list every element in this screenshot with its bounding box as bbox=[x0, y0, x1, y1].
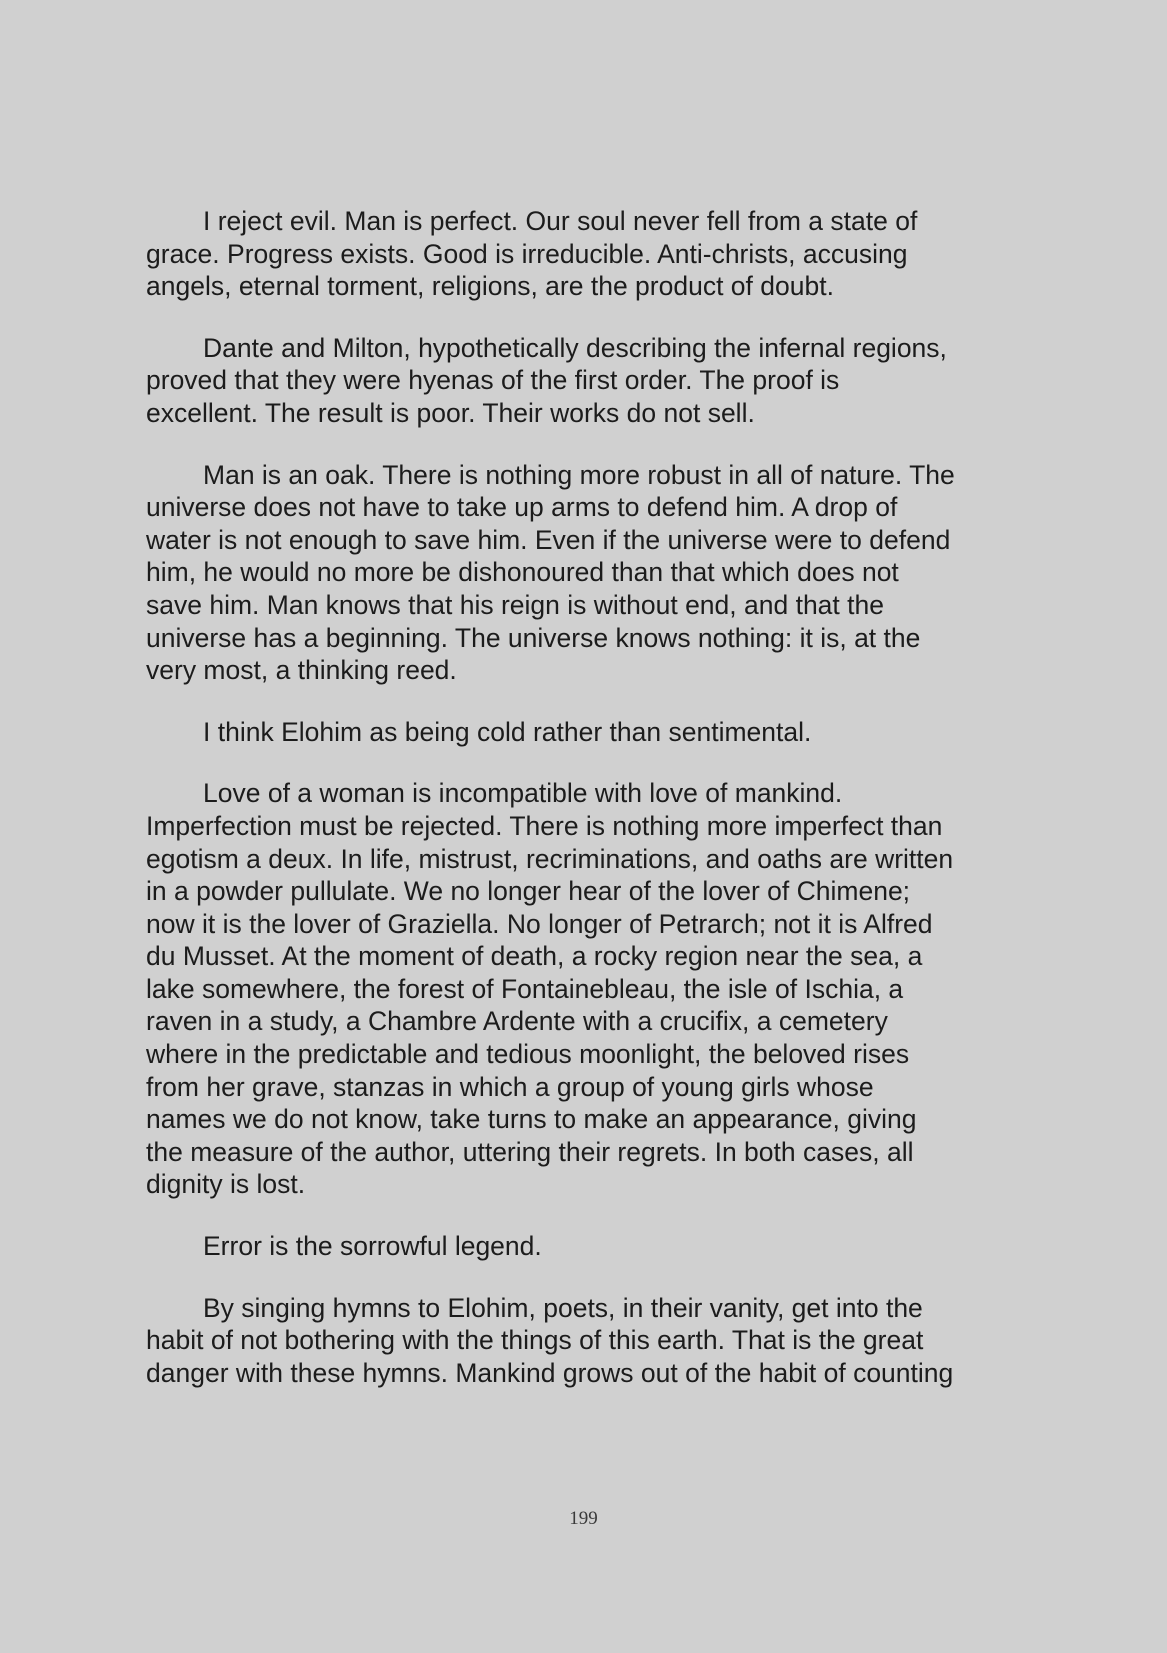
paragraph-1: I reject evil. Man is perfect. Our soul never fell from a state of grace. Progress exists. Good is irreducible. Anti-christs, accusing angels, eternal torment, religions, are the product of doubt. bbox=[146, 206, 918, 302]
paragraph-4: I think Elohim as being cold rather than sentimental. bbox=[203, 716, 812, 747]
paragraph-6: Error is the sorrowful legend. bbox=[203, 1231, 542, 1262]
body-text bbox=[146, 205, 1026, 1389]
paragraph-3: Man is an oak. There is nothing more robust in all of nature. The universe does not have to take up arms to defend him. A drop of water is not enough to save him. Even if the universe were to defend him, he would no more be dishonoured than that which does not save him. Man knows that his reign is without end, and that the universe has a beginning. The universe knows nothing: it is, at the very most, a thinking reed. bbox=[146, 459, 955, 686]
paragraph-7: By singing hymns to Elohim, poets, in their vanity, get into the habit of not bothering with the things of this earth. That is the great danger with these hymns. Mankind grows out of the habit of counting bbox=[146, 1292, 954, 1388]
paragraph-2: Dante and Milton, hypothetically describing the infernal regions, proved that they were hyenas of the first order. The proof is excellent. The result is poor. Their works do not sell. bbox=[146, 332, 947, 428]
paragraph-5: Love of a woman is incompatible with love of mankind. Imperfection must be rejected. There is nothing more imperfect than egotism a deux. In life, mistrust, recriminations, and oaths are written in a powder pullulate. We no longer hear of the lover of Chimene; now it is the lover of Graziella. No longer of Petrarch; not it is Alfred du Musset. At the moment of death, a rocky region near the sea, a lake somewhere, the forest of Fontainebleau, the isle of Ischia, a raven in a study, a Chambre Ardente with a crucifix, a cemetery where in the predictable and tedious moonlight, the beloved rises from her grave, stanzas in which a group of young girls whose names we do not know, take turns to make an appearance, giving the measure of the author, uttering their regrets. In both cases, all dignity is lost. bbox=[146, 778, 954, 1200]
page-number: 199 bbox=[569, 1508, 598, 1529]
